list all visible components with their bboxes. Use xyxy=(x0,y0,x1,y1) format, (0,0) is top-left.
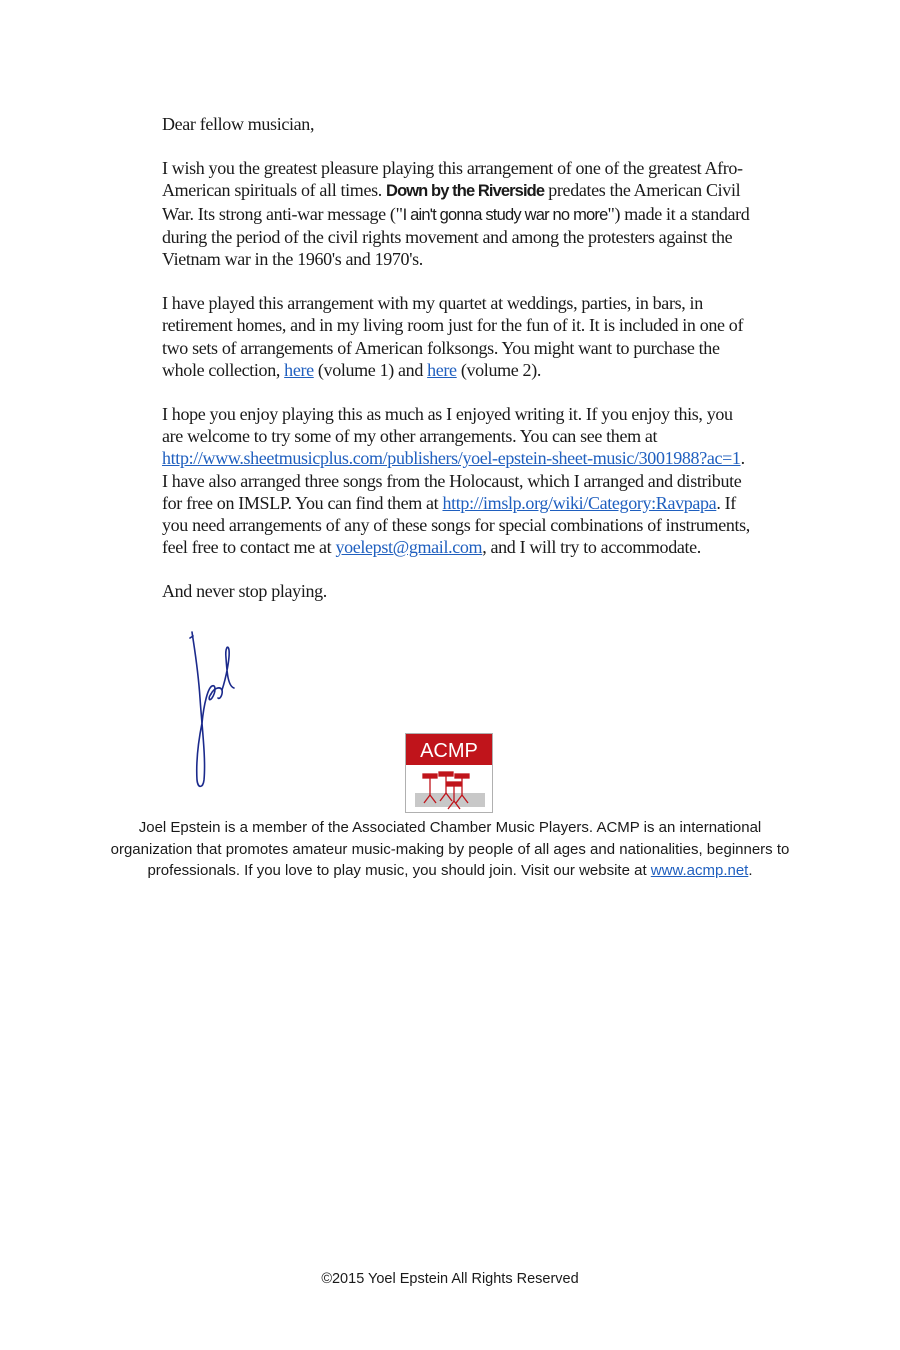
acmp-logo-graphic xyxy=(405,733,493,813)
intro-text-c: ") made it a standard during the period of the civil rights movement and among the protesters against the Vietnam war in the 1960's and 1970's. xyxy=(162,203,750,270)
acmp-note-end: . xyxy=(748,862,753,879)
closing-line: And never stop playing. xyxy=(162,581,327,602)
imslp-link[interactable]: http://imslp.org/wiki/Category:Ravpapa xyxy=(442,492,717,513)
signature-image xyxy=(182,628,242,790)
acmp-website-link[interactable]: www.acmp.net xyxy=(650,862,749,879)
collection-text-b: (volume 1) and xyxy=(313,359,428,380)
letter-body xyxy=(162,113,752,625)
greeting: Dear fellow musician, xyxy=(162,114,315,134)
collection-text-a: I have played this arrangement with my quartet at weddings, parties, in bars, in retirement homes, and in my living room just for the fun of it. It is included in one of two sets of arrangements of American folksongs. You might want to purchase the whole collection, xyxy=(162,293,744,380)
arrangements-text-a: I hope you enjoy playing this as much as I enjoyed writing it. If you enjoy this, you are welcome to try some of my other arrangements. You can see them at xyxy=(162,404,733,447)
intro-text-b: predates the American Civil War. Its strong anti-war message (" xyxy=(162,180,741,224)
logo-text: ACMP xyxy=(420,740,478,762)
volume-1-link[interactable]: here xyxy=(284,359,314,380)
paragraph-arrangements xyxy=(162,403,752,558)
copyright-footer: ©2015 Yoel Epstein All Rights Reserved xyxy=(321,1271,579,1287)
arrangements-text-b: . I have also arranged three songs from the Holocaust, which I arranged and distribute for free on IMSLP. You can find them at xyxy=(162,448,745,513)
arrangements-text-c: . If you need arrangements of any of these songs for special combinations of instruments, feel free to contact me at xyxy=(162,492,750,558)
paragraph-intro xyxy=(162,157,752,270)
paragraph-collection xyxy=(162,292,752,381)
acmp-logo xyxy=(405,733,493,813)
collection-text-c: (volume 2). xyxy=(456,359,541,380)
intro-text-a: I wish you the greatest pleasure playing this arrangement of one of the greatest Afro-American spirituals of all times. xyxy=(162,158,743,201)
sheetmusicplus-link[interactable]: http://www.sheetmusicplus.com/publishers/yoel-epstein-sheet-music/3001988?ac=1 xyxy=(162,448,741,469)
song-title: Down by the Riverside xyxy=(386,182,545,201)
acmp-note-text: Joel Epstein is a member of the Associated Chamber Music Players. ACMP is an international organization that promotes amateur music-making by people of all ages and nationalities, beginners to professionals. If you love to play music, you should join. Visit our website at xyxy=(110,819,790,879)
song-quote: I ain't gonna study war no more xyxy=(402,205,608,224)
acmp-membership-note xyxy=(100,817,800,882)
arrangements-text-d: , and I will try to accommodate. xyxy=(482,537,701,558)
volume-2-link[interactable]: here xyxy=(427,359,457,380)
email-link[interactable]: yoelepst@gmail.com xyxy=(335,537,483,558)
